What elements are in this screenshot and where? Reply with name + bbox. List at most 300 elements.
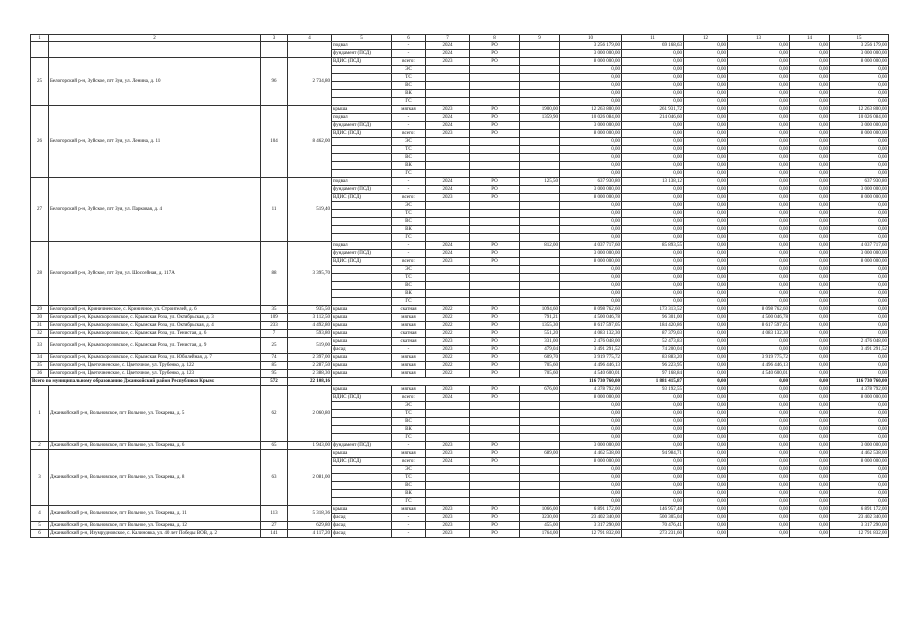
type: ЭС xyxy=(392,266,426,274)
type: ТС xyxy=(392,74,426,82)
type: - xyxy=(392,50,426,58)
table-row xyxy=(31,386,889,394)
source xyxy=(470,482,520,490)
cost-share: 0,00 xyxy=(622,434,684,442)
col-13: 0,00 xyxy=(728,298,790,306)
col-14: 0,00 xyxy=(790,402,830,410)
type: ТС xyxy=(392,146,426,154)
col-13: 0,00 xyxy=(728,290,790,298)
col-13: 4 083 132,30 xyxy=(728,330,790,338)
year: 2022 xyxy=(426,362,470,370)
col-13: 4 540 600,01 xyxy=(728,370,790,378)
col-13: 0,00 xyxy=(728,210,790,218)
col-14: 0,00 xyxy=(790,178,830,186)
element xyxy=(332,98,392,106)
col-14: 0,00 xyxy=(790,194,830,202)
cost-share: 83 883,20 xyxy=(622,354,684,362)
element: подвал xyxy=(332,42,392,50)
volume: 1764,00 xyxy=(520,530,560,538)
col-14: 0,00 xyxy=(790,146,830,154)
col-14: 0,00 xyxy=(790,394,830,402)
col-12: 0,00 xyxy=(684,386,728,394)
type: ГС xyxy=(392,498,426,506)
element: крыша xyxy=(332,362,392,370)
total-cost: 0,00 xyxy=(560,490,622,498)
source: РО xyxy=(470,186,520,194)
volume: 3230,00 xyxy=(520,514,560,522)
cost-share: 0,00 xyxy=(622,266,684,274)
element xyxy=(332,82,392,90)
area-cell: 2 081,00 xyxy=(288,450,332,506)
total-cost: 8 000 000,00 xyxy=(560,394,622,402)
type: всего: xyxy=(392,258,426,266)
address-cell: Белогорский р-н, Крымскорозовское, с. Крымская Роза, ул. Октябрьская, д. 4 xyxy=(49,322,261,330)
source: РО xyxy=(470,530,520,538)
table-row xyxy=(31,370,889,378)
total-cost: 0,00 xyxy=(560,234,622,242)
source xyxy=(470,290,520,298)
residents-cell: 88 xyxy=(261,242,288,306)
col-12: 0,00 xyxy=(684,362,728,370)
col-13: 0,00 xyxy=(728,234,790,242)
col-12: 0,00 xyxy=(684,218,728,226)
col-15: 0,00 xyxy=(830,298,889,306)
cost-share: 93 192,55 xyxy=(622,386,684,394)
col-14: 0,00 xyxy=(790,354,830,362)
col-15: 0,00 xyxy=(830,498,889,506)
col-15: 0,00 xyxy=(830,370,889,378)
type: ВС xyxy=(392,418,426,426)
col-15: 0,00 xyxy=(830,330,889,338)
col-12: 0,00 xyxy=(684,530,728,538)
volume: 676,00 xyxy=(520,386,560,394)
subtotal-residents: 572 xyxy=(261,378,288,386)
year: 2023 xyxy=(426,258,470,266)
col-13: 0,00 xyxy=(728,42,790,50)
col-13: 0,00 xyxy=(728,122,790,130)
col-15: 12 263 800,00 xyxy=(830,106,889,114)
year: 2024 xyxy=(426,458,470,466)
total-cost: 8 000 000,00 xyxy=(560,58,622,66)
volume xyxy=(520,218,560,226)
residents-cell: 109 xyxy=(261,314,288,322)
cost-share: 0,00 xyxy=(622,482,684,490)
cost-share: 0,00 xyxy=(622,250,684,258)
source xyxy=(470,234,520,242)
col-12: 0,00 xyxy=(684,418,728,426)
element xyxy=(332,162,392,170)
col-14: 0,00 xyxy=(790,90,830,98)
source: РО xyxy=(470,50,520,58)
col-12: 0,00 xyxy=(684,402,728,410)
residents-cell: 65 xyxy=(261,442,288,450)
col-13: 0,00 xyxy=(728,50,790,58)
column-header: 6 xyxy=(392,35,426,42)
col-15: 0,00 xyxy=(830,82,889,90)
volume xyxy=(520,274,560,282)
source: РО xyxy=(470,330,520,338)
col-12: 0,00 xyxy=(684,82,728,90)
address-cell: Белогорский р-н, Крымскорозовское, с. Крымская Роза, ул. Тенистая, д. 9 xyxy=(49,338,261,354)
col-14: 0,00 xyxy=(790,114,830,122)
area-cell: 2 397,00 xyxy=(288,354,332,362)
source xyxy=(470,282,520,290)
source xyxy=(470,426,520,434)
year xyxy=(426,426,470,434)
col-12: 0,00 xyxy=(684,178,728,186)
col-15: 0,00 xyxy=(830,282,889,290)
type: мягкая xyxy=(392,370,426,378)
source xyxy=(470,74,520,82)
col-15: 3 491 291,52 xyxy=(830,346,889,354)
table-row xyxy=(31,178,889,186)
volume xyxy=(520,50,560,58)
col-14: 0,00 xyxy=(790,290,830,298)
cost-share: 0,00 xyxy=(622,418,684,426)
address-cell: Белогорский р-н, Зуйское, пгт Зуя, ул. Ленина, д. 10 xyxy=(49,58,261,106)
address-cell: Белогорский р-н, Цветочненское, с. Цветочное, ул. Трубенко, д. 123 xyxy=(49,370,261,378)
volume xyxy=(520,266,560,274)
type: ВК xyxy=(392,290,426,298)
cost-share: 0,00 xyxy=(622,282,684,290)
year xyxy=(426,482,470,490)
col-12: 0,00 xyxy=(684,122,728,130)
element xyxy=(332,418,392,426)
col-12: 0,00 xyxy=(684,186,728,194)
total-cost: 0,00 xyxy=(560,282,622,290)
cost-share: 0,00 xyxy=(622,170,684,178)
volume xyxy=(520,418,560,426)
table-row xyxy=(31,442,889,450)
type: ВК xyxy=(392,226,426,234)
cost-share: 0,00 xyxy=(622,50,684,58)
year: 2024 xyxy=(426,42,470,50)
row-number xyxy=(31,42,49,58)
address-cell: Белогорский р-н, Цветочненское, с. Цветочное, ул. Трубенко, д. 122 xyxy=(49,362,261,370)
col-14: 0,00 xyxy=(790,482,830,490)
col-15: 4 462 538,00 xyxy=(830,450,889,458)
cost-share: 96 301,00 xyxy=(622,314,684,322)
col-14: 0,00 xyxy=(790,426,830,434)
residents-cell: 63 xyxy=(261,450,288,506)
volume xyxy=(520,66,560,74)
col-15: 0,00 xyxy=(830,354,889,362)
area-cell: 935,50 xyxy=(288,306,332,314)
source xyxy=(470,138,520,146)
volume xyxy=(520,42,560,50)
total-cost: 4 462 538,00 xyxy=(560,450,622,458)
element: фундамент (ПСД) xyxy=(332,250,392,258)
total-cost: 0,00 xyxy=(560,66,622,74)
col-12: 0,00 xyxy=(684,410,728,418)
volume xyxy=(520,194,560,202)
element xyxy=(332,266,392,274)
address-cell: Белогорский р-н, Зуйское, пгт Зуя, ул. Шоссейная, д. 117А xyxy=(49,242,261,306)
total-cost: 4 037 717,60 xyxy=(560,242,622,250)
row-number: 2 xyxy=(31,442,49,450)
area-cell: 519,00 xyxy=(288,338,332,354)
element xyxy=(332,66,392,74)
table-row xyxy=(31,330,889,338)
address-cell: Джанкойский р-н, Изумрудновское, с. Калиновка, ул. 40 лет Победы ВОВ, д. 2 xyxy=(49,530,261,538)
type: ТС xyxy=(392,474,426,482)
cost-share: 0,00 xyxy=(622,130,684,138)
col-13: 0,00 xyxy=(728,530,790,538)
col-15: 0,00 xyxy=(830,210,889,218)
element xyxy=(332,74,392,82)
col-12: 0,00 xyxy=(684,450,728,458)
col-12: 0,00 xyxy=(684,42,728,50)
residents-cell: 233 xyxy=(261,322,288,330)
col-15: 0,00 xyxy=(830,74,889,82)
year xyxy=(426,226,470,234)
col-15: 0,00 xyxy=(830,234,889,242)
year xyxy=(426,466,470,474)
column-header: 11 xyxy=(622,35,684,42)
year xyxy=(426,74,470,82)
address-cell: Белогорский р-н, Зуйское, пгт Зуя, ул. Ленина, д. 11 xyxy=(49,106,261,178)
col-12: 0,00 xyxy=(684,98,728,106)
type: ВС xyxy=(392,282,426,290)
year xyxy=(426,434,470,442)
col-15: 4 378 792,00 xyxy=(830,386,889,394)
total-cost: 0,00 xyxy=(560,274,622,282)
element: крыша xyxy=(332,354,392,362)
col-13: 0,00 xyxy=(728,162,790,170)
type: - xyxy=(392,530,426,538)
year xyxy=(426,82,470,90)
cost-share: 0,00 xyxy=(622,58,684,66)
col-13: 0,00 xyxy=(728,474,790,482)
col-14: 0,00 xyxy=(790,250,830,258)
col-14: 0,00 xyxy=(790,130,830,138)
total-cost: 3 256 179,00 xyxy=(560,42,622,50)
col-14: 0,00 xyxy=(790,66,830,74)
year xyxy=(426,66,470,74)
volume xyxy=(520,186,560,194)
source: РО xyxy=(470,346,520,354)
cost-share: 87 379,03 xyxy=(622,330,684,338)
col-14: 0,00 xyxy=(790,258,830,266)
col-15: 2 476 048,00 xyxy=(830,338,889,346)
volume: 1359,90 xyxy=(520,114,560,122)
element: крыша xyxy=(332,370,392,378)
volume xyxy=(520,290,560,298)
year xyxy=(426,402,470,410)
year: 2024 xyxy=(426,394,470,402)
type: ВС xyxy=(392,482,426,490)
source xyxy=(470,66,520,74)
col-15: 0,00 xyxy=(830,490,889,498)
source: РО xyxy=(470,338,520,346)
address-cell: Джанкойский р-н, Вольновское, пгт Вольное, ул. Токарева, д. 6 xyxy=(49,442,261,450)
residents-cell: 25 xyxy=(261,338,288,354)
source: РО xyxy=(470,130,520,138)
subtotal-col-15: 116 730 760,00 xyxy=(830,378,889,386)
year: 2023 xyxy=(426,106,470,114)
volume xyxy=(520,58,560,66)
cost-share: 97 168,84 xyxy=(622,370,684,378)
col-15: 0,00 xyxy=(830,138,889,146)
address-cell: Джанкойский р-н, Вольновское, пгт Вольное, ул. Токарева, д. 11 xyxy=(49,506,261,522)
total-cost: 0,00 xyxy=(560,154,622,162)
type: ЭС xyxy=(392,466,426,474)
cost-share: 0,00 xyxy=(622,186,684,194)
type: всего: xyxy=(392,130,426,138)
column-header: 12 xyxy=(684,35,728,42)
element xyxy=(332,282,392,290)
address-cell: Белогорский р-н, Крымскорозовское, с. Крымская Роза, ул. Тенистая, д. 6 xyxy=(49,330,261,338)
col-15: 637 930,80 xyxy=(830,178,889,186)
element xyxy=(332,410,392,418)
year xyxy=(426,290,470,298)
cost-share: 0,00 xyxy=(622,474,684,482)
col-15: 0,00 xyxy=(830,418,889,426)
type: - xyxy=(392,178,426,186)
col-15: 3 256 179,00 xyxy=(830,42,889,50)
element: фасад xyxy=(332,514,392,522)
source: РО xyxy=(470,42,520,50)
year xyxy=(426,498,470,506)
col-14: 0,00 xyxy=(790,282,830,290)
row-number: 25 xyxy=(31,58,49,106)
col-13: 0,00 xyxy=(728,106,790,114)
col-12: 0,00 xyxy=(684,474,728,482)
row-number: 27 xyxy=(31,178,49,242)
table-row xyxy=(31,106,889,114)
source xyxy=(470,170,520,178)
col-13: 0,00 xyxy=(728,282,790,290)
cost-share: 0,00 xyxy=(622,458,684,466)
subtotal-area: 22 108,16 xyxy=(288,378,332,386)
column-header: 15 xyxy=(830,35,889,42)
type: ВК xyxy=(392,490,426,498)
col-13: 0,00 xyxy=(728,450,790,458)
year: 2023 xyxy=(426,514,470,522)
col-13: 0,00 xyxy=(728,202,790,210)
col-12: 0,00 xyxy=(684,466,728,474)
cost-share: 0,00 xyxy=(622,98,684,106)
col-12: 0,00 xyxy=(684,130,728,138)
col-14: 0,00 xyxy=(790,82,830,90)
total-cost: 3 000 000,00 xyxy=(560,50,622,58)
col-13: 0,00 xyxy=(728,266,790,274)
column-header: 14 xyxy=(790,35,830,42)
volume xyxy=(520,434,560,442)
col-13: 8 098 762,60 xyxy=(728,306,790,314)
year xyxy=(426,154,470,162)
column-header: 9 xyxy=(520,35,560,42)
col-12: 0,00 xyxy=(684,138,728,146)
col-15: 8 000 000,00 xyxy=(830,58,889,66)
col-13: 0,00 xyxy=(728,490,790,498)
col-15: 0,00 xyxy=(830,474,889,482)
volume xyxy=(520,442,560,450)
col-14: 0,00 xyxy=(790,410,830,418)
source: РО xyxy=(470,178,520,186)
volume: 791,21 xyxy=(520,314,560,322)
cost-share: 0,00 xyxy=(622,466,684,474)
col-14: 0,00 xyxy=(790,322,830,330)
col-12: 0,00 xyxy=(684,354,728,362)
type: ГС xyxy=(392,170,426,178)
year: 2024 xyxy=(426,250,470,258)
col-13: 0,00 xyxy=(728,154,790,162)
col-14: 0,00 xyxy=(790,226,830,234)
subtotal-col-12: 0,00 xyxy=(684,378,728,386)
element: фасад xyxy=(332,530,392,538)
address-cell: Белогорский р-н, Крымскорозовское, с. Крымская Роза, ул. Юбилейная, д. 7 xyxy=(49,354,261,362)
source xyxy=(470,218,520,226)
element xyxy=(332,490,392,498)
col-15: 0,00 xyxy=(830,322,889,330)
residents-cell: 35 xyxy=(261,306,288,314)
volume: 609,70 xyxy=(520,354,560,362)
cost-share: 0,00 xyxy=(622,210,684,218)
col-13: 0,00 xyxy=(728,434,790,442)
element xyxy=(332,290,392,298)
residents-cell: 95 xyxy=(261,370,288,378)
col-13: 0,00 xyxy=(728,442,790,450)
col-12: 0,00 xyxy=(684,298,728,306)
year xyxy=(426,410,470,418)
type: - xyxy=(392,242,426,250)
year: 2023 xyxy=(426,58,470,66)
volume: 125,50 xyxy=(520,178,560,186)
col-14: 0,00 xyxy=(790,386,830,394)
volume: 689,00 xyxy=(520,450,560,458)
volume: 1066,00 xyxy=(520,506,560,514)
element: фасад xyxy=(332,522,392,530)
cost-share: 0,00 xyxy=(622,274,684,282)
year xyxy=(426,98,470,106)
col-12: 0,00 xyxy=(684,114,728,122)
element: подвал xyxy=(332,242,392,250)
source: РО xyxy=(470,114,520,122)
col-13: 0,00 xyxy=(728,82,790,90)
col-12: 0,00 xyxy=(684,202,728,210)
col-14: 0,00 xyxy=(790,122,830,130)
table-row xyxy=(31,506,889,514)
element: ВДИС (ПСД) xyxy=(332,394,392,402)
year: 2023 xyxy=(426,338,470,346)
col-12: 0,00 xyxy=(684,250,728,258)
type: ГС xyxy=(392,434,426,442)
col-15: 4 037 717,60 xyxy=(830,242,889,250)
volume xyxy=(520,146,560,154)
row-number: 3 xyxy=(31,450,49,506)
table-row xyxy=(31,354,889,362)
type: мягкая xyxy=(392,506,426,514)
header-row xyxy=(31,35,889,42)
subtotal-label: Всего по муниципальному образованию Джанкойский район Республики Крым: xyxy=(31,378,261,386)
source xyxy=(470,274,520,282)
type: мягкая xyxy=(392,450,426,458)
col-12: 0,00 xyxy=(684,330,728,338)
row-number: 29 xyxy=(31,306,49,314)
col-14: 0,00 xyxy=(790,74,830,82)
total-cost: 12 791 832,00 xyxy=(560,530,622,538)
col-14: 0,00 xyxy=(790,530,830,538)
col-12: 0,00 xyxy=(684,146,728,154)
cost-share: 0,00 xyxy=(622,402,684,410)
volume xyxy=(520,282,560,290)
col-13: 0,00 xyxy=(728,426,790,434)
element: крыша xyxy=(332,506,392,514)
col-14: 0,00 xyxy=(790,106,830,114)
col-14: 0,00 xyxy=(790,306,830,314)
volume xyxy=(520,474,560,482)
